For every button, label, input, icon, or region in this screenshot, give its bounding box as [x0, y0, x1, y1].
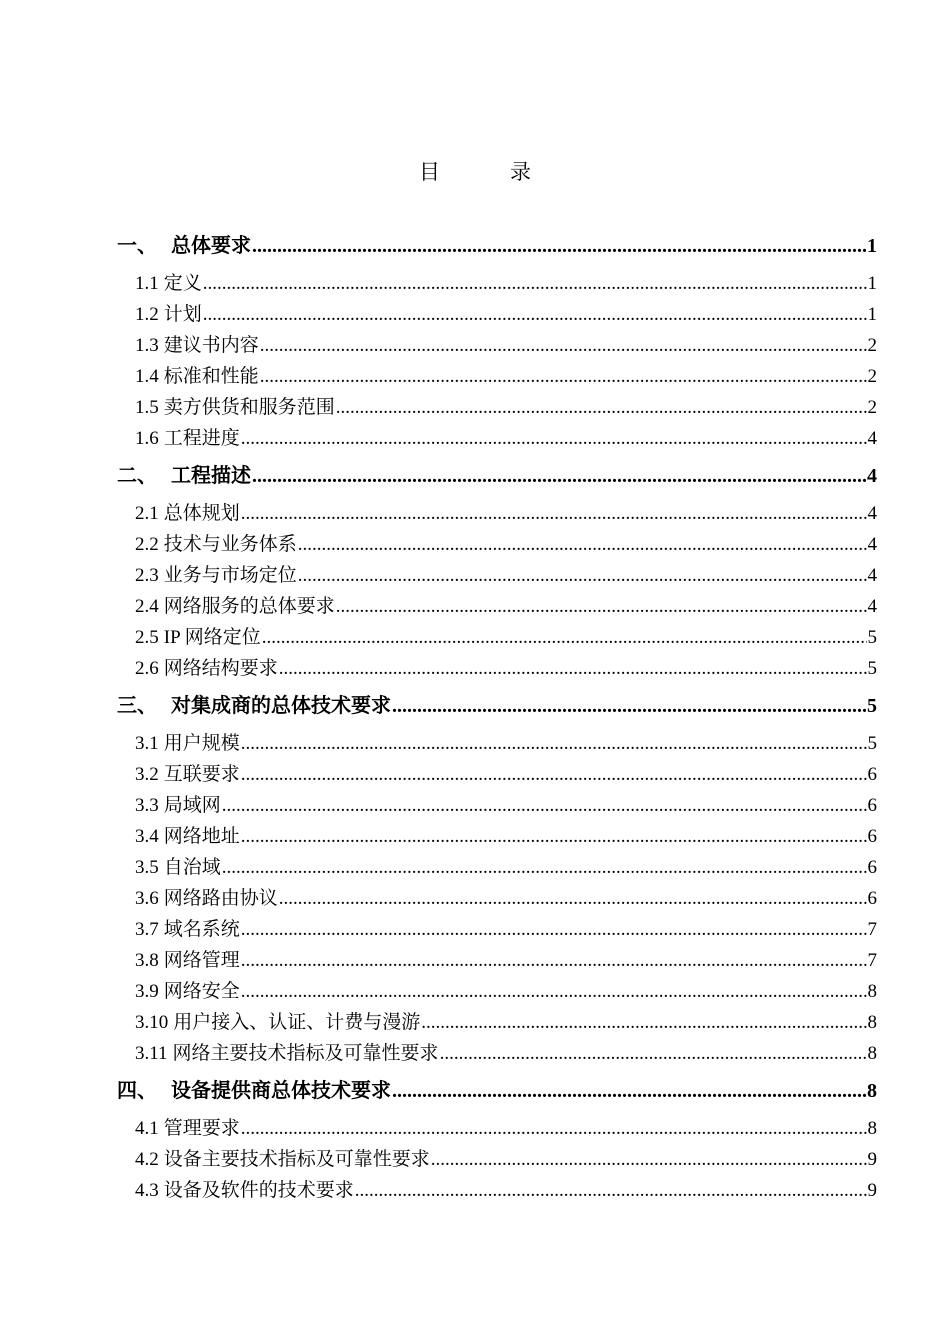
toc-section-number: 一、 — [117, 235, 157, 257]
toc-subsection-entry[interactable] — [117, 945, 877, 976]
toc-subsection-label — [135, 622, 261, 653]
dot-leader — [440, 1038, 867, 1069]
toc-subsection-title: 互联要求 — [163, 764, 240, 785]
toc-subsection-title: 卖方供货和服务范围 — [163, 397, 335, 418]
toc-subsection-entry[interactable] — [117, 498, 877, 529]
toc-section-page-number: 8 — [867, 1080, 877, 1102]
toc-subsection-number: 3.11 — [135, 1043, 168, 1064]
toc-subsection-number: 2.5 — [135, 627, 159, 648]
toc-subsection-page-number: 5 — [867, 733, 877, 754]
toc-subsection-entry[interactable] — [117, 653, 877, 684]
toc-subsection-page-number: 6 — [867, 764, 877, 785]
dot-leader — [241, 821, 867, 852]
toc-subsection-page-number: 1 — [867, 273, 877, 294]
dot-leader — [241, 1113, 867, 1144]
toc-subsection-number: 2.6 — [135, 658, 159, 679]
toc-subsection-page-number: 4 — [867, 503, 877, 524]
toc-subsection-entry[interactable] — [117, 914, 877, 945]
toc-subsection-number: 4.3 — [135, 1180, 159, 1201]
toc-subsection-number: 1.3 — [135, 335, 159, 356]
toc-section-title: 工程描述 — [171, 465, 251, 487]
toc-subsection-title: 建议书内容 — [163, 335, 259, 356]
toc-section-title: 设备提供商总体技术要求 — [171, 1080, 391, 1102]
toc-subsection-title: 工程进度 — [163, 428, 240, 449]
toc-section-title: 总体要求 — [171, 235, 251, 257]
toc-subsection-entry[interactable] — [117, 852, 877, 883]
toc-subsection-number: 3.9 — [135, 981, 159, 1002]
toc-subsection-page-number: 8 — [867, 1043, 877, 1064]
toc-subsection-title: 总体规划 — [163, 503, 240, 524]
toc-subsection-label — [135, 423, 240, 454]
toc-subsection-label — [135, 268, 202, 299]
toc-subsection-label — [135, 1007, 420, 1038]
toc-subsection-entry[interactable] — [117, 1007, 877, 1038]
dot-leader — [252, 459, 866, 493]
toc-subsection-page-number: 6 — [867, 857, 877, 878]
toc-subsection-entry[interactable] — [117, 1175, 877, 1206]
toc-subsection-number: 2.4 — [135, 596, 159, 617]
toc-title-left: 目 — [419, 160, 440, 184]
toc-subsection-label — [135, 1038, 439, 1069]
toc-subsection-label — [135, 852, 221, 883]
toc-section-entry[interactable] — [117, 459, 877, 493]
toc-subsection-title: 网络结构要求 — [163, 658, 278, 679]
dot-leader — [241, 976, 867, 1007]
toc-section-label — [117, 459, 251, 493]
toc-subsection-entry[interactable] — [117, 591, 877, 622]
toc-subsection-title: 网络安全 — [163, 981, 240, 1002]
toc-subsection-title: 计划 — [163, 304, 202, 325]
toc-subsection-title: 技术与业务体系 — [163, 534, 297, 555]
toc-section-number: 四、 — [117, 1080, 157, 1102]
dot-leader — [392, 1074, 866, 1108]
toc-subsection-label — [135, 1144, 430, 1175]
toc-subsection-page-number: 8 — [867, 1118, 877, 1139]
toc-subsection-title: 网络路由协议 — [163, 888, 278, 909]
dot-leader — [241, 423, 867, 454]
dot-leader — [222, 790, 867, 821]
toc-subsection-number: 3.4 — [135, 826, 159, 847]
toc-subsection-page-number: 6 — [867, 795, 877, 816]
dot-leader — [260, 330, 867, 361]
dot-leader — [298, 560, 867, 591]
toc-subsection-label — [135, 914, 240, 945]
toc-subsection-label — [135, 330, 259, 361]
toc-subsection-title: 管理要求 — [163, 1118, 240, 1139]
toc-subsection-label — [135, 1175, 354, 1206]
dot-leader — [260, 361, 867, 392]
toc-subsection-entry[interactable] — [117, 622, 877, 653]
dot-leader — [279, 883, 867, 914]
toc-subsection-label — [135, 591, 335, 622]
dot-leader — [355, 1175, 867, 1206]
toc-subsection-entry[interactable] — [117, 883, 877, 914]
toc-subsection-title: 域名系统 — [163, 919, 240, 940]
toc-subsection-entry[interactable] — [117, 330, 877, 361]
dot-leader — [203, 299, 867, 330]
toc-subsection-title: 定义 — [163, 273, 202, 294]
dot-leader — [252, 229, 866, 263]
toc-subsection-number: 4.2 — [135, 1149, 159, 1170]
toc-subsection-page-number: 2 — [867, 366, 877, 387]
toc-subsection-title: 用户规模 — [163, 733, 240, 754]
toc-section-title: 对集成商的总体技术要求 — [171, 695, 391, 717]
toc-subsection-title: 网络主要技术指标及可靠性要求 — [172, 1043, 439, 1064]
toc-subsection-entry[interactable] — [117, 299, 877, 330]
toc-subsection-page-number: 1 — [867, 304, 877, 325]
toc-subsection-title: 标准和性能 — [163, 366, 259, 387]
toc-section-page-number: 5 — [867, 695, 877, 717]
toc-subsection-label — [135, 299, 202, 330]
toc-section-number: 三、 — [117, 695, 157, 717]
toc-subsection-entry[interactable] — [117, 392, 877, 423]
toc-subsection-number: 1.4 — [135, 366, 159, 387]
toc-subsection-label — [135, 560, 297, 591]
toc-subsection-entry[interactable] — [117, 1113, 877, 1144]
toc-subsection-entry[interactable] — [117, 423, 877, 454]
toc-subsection-page-number: 9 — [867, 1180, 877, 1201]
toc-title-right: 录 — [510, 160, 531, 184]
dot-leader — [241, 728, 867, 759]
toc-subsection-page-number: 5 — [867, 658, 877, 679]
dot-leader — [241, 759, 867, 790]
toc-subsection-number: 2.2 — [135, 534, 159, 555]
toc-subsection-entry[interactable] — [117, 759, 877, 790]
dot-leader — [298, 529, 867, 560]
toc-list — [117, 224, 877, 1206]
toc-subsection-number: 2.1 — [135, 503, 159, 524]
toc-subsection-label — [135, 498, 240, 529]
toc-subsection-label — [135, 653, 278, 684]
toc-section-entry[interactable] — [117, 1074, 877, 1108]
toc-subsection-title: 自治域 — [163, 857, 221, 878]
toc-subsection-title: 用户接入、认证、计费与漫游 — [173, 1012, 421, 1033]
toc-subsection-label — [135, 883, 278, 914]
toc-subsection-label — [135, 759, 240, 790]
toc-subsection-number: 3.6 — [135, 888, 159, 909]
toc-section-entry[interactable] — [117, 689, 877, 723]
toc-subsection-number: 1.6 — [135, 428, 159, 449]
toc-subsection-title: 业务与市场定位 — [163, 565, 297, 586]
toc-subsection-number: 1.2 — [135, 304, 159, 325]
dot-leader — [279, 653, 867, 684]
dot-leader — [241, 914, 867, 945]
toc-subsection-number: 3.5 — [135, 857, 159, 878]
toc-subsection-entry[interactable] — [117, 821, 877, 852]
toc-subsection-number: 3.1 — [135, 733, 159, 754]
toc-subsection-page-number: 8 — [867, 981, 877, 1002]
toc-section-page-number: 1 — [867, 235, 877, 257]
toc-subsection-entry[interactable] — [117, 361, 877, 392]
toc-subsection-page-number: 9 — [867, 1149, 877, 1170]
toc-subsection-entry[interactable] — [117, 1038, 877, 1069]
toc-subsection-page-number: 4 — [867, 565, 877, 586]
toc-section-number: 二、 — [117, 465, 157, 487]
dot-leader — [421, 1007, 866, 1038]
toc-subsection-number: 3.3 — [135, 795, 159, 816]
toc-subsection-label — [135, 392, 335, 423]
toc-subsection-label — [135, 529, 297, 560]
toc-subsection-page-number: 7 — [867, 919, 877, 940]
toc-subsection-entry[interactable] — [117, 790, 877, 821]
toc-subsection-page-number: 6 — [867, 888, 877, 909]
toc-subsection-label — [135, 976, 240, 1007]
toc-subsection-number: 2.3 — [135, 565, 159, 586]
toc-section-label — [117, 229, 251, 263]
toc-subsection-page-number: 4 — [867, 534, 877, 555]
toc-subsection-title: 设备主要技术指标及可靠性要求 — [163, 1149, 430, 1170]
toc-subsection-entry[interactable] — [117, 268, 877, 299]
toc-subsection-title: 网络管理 — [163, 950, 240, 971]
toc-section-label — [117, 689, 391, 723]
toc-subsection-page-number: 2 — [867, 397, 877, 418]
toc-subsection-number: 3.2 — [135, 764, 159, 785]
toc-subsection-title: IP 网络定位 — [163, 627, 261, 648]
toc-subsection-entry[interactable] — [117, 976, 877, 1007]
toc-title — [0, 156, 950, 186]
toc-subsection-number: 4.1 — [135, 1118, 159, 1139]
toc-subsection-label — [135, 361, 259, 392]
toc-subsection-label — [135, 790, 221, 821]
dot-leader — [241, 498, 867, 529]
toc-subsection-title: 设备及软件的技术要求 — [163, 1180, 354, 1201]
toc-subsection-number: 1.5 — [135, 397, 159, 418]
toc-section-entry[interactable] — [117, 229, 877, 263]
toc-subsection-title: 局域网 — [163, 795, 221, 816]
dot-leader — [431, 1144, 867, 1175]
dot-leader — [262, 622, 867, 653]
toc-subsection-page-number: 5 — [867, 627, 877, 648]
toc-subsection-number: 3.7 — [135, 919, 159, 940]
toc-subsection-entry[interactable] — [117, 529, 877, 560]
toc-subsection-page-number: 4 — [867, 596, 877, 617]
dot-leader — [241, 945, 867, 976]
toc-subsection-page-number: 6 — [867, 826, 877, 847]
toc-subsection-page-number: 4 — [867, 428, 877, 449]
toc-subsection-entry[interactable] — [117, 560, 877, 591]
toc-subsection-label — [135, 945, 240, 976]
toc-subsection-entry[interactable] — [117, 728, 877, 759]
toc-subsection-number: 3.8 — [135, 950, 159, 971]
toc-section-label — [117, 1074, 391, 1108]
toc-subsection-label — [135, 821, 240, 852]
toc-subsection-title: 网络地址 — [163, 826, 240, 847]
toc-subsection-label — [135, 1113, 240, 1144]
toc-subsection-page-number: 2 — [867, 335, 877, 356]
dot-leader — [203, 268, 867, 299]
toc-subsection-label — [135, 728, 240, 759]
dot-leader — [336, 392, 867, 423]
dot-leader — [392, 689, 866, 723]
toc-subsection-entry[interactable] — [117, 1144, 877, 1175]
dot-leader — [222, 852, 867, 883]
toc-subsection-number: 3.10 — [135, 1012, 169, 1033]
toc-subsection-page-number: 8 — [867, 1012, 877, 1033]
toc-subsection-title: 网络服务的总体要求 — [163, 596, 335, 617]
toc-subsection-number: 1.1 — [135, 273, 159, 294]
dot-leader — [336, 591, 867, 622]
toc-subsection-page-number: 7 — [867, 950, 877, 971]
toc-section-page-number: 4 — [867, 465, 877, 487]
